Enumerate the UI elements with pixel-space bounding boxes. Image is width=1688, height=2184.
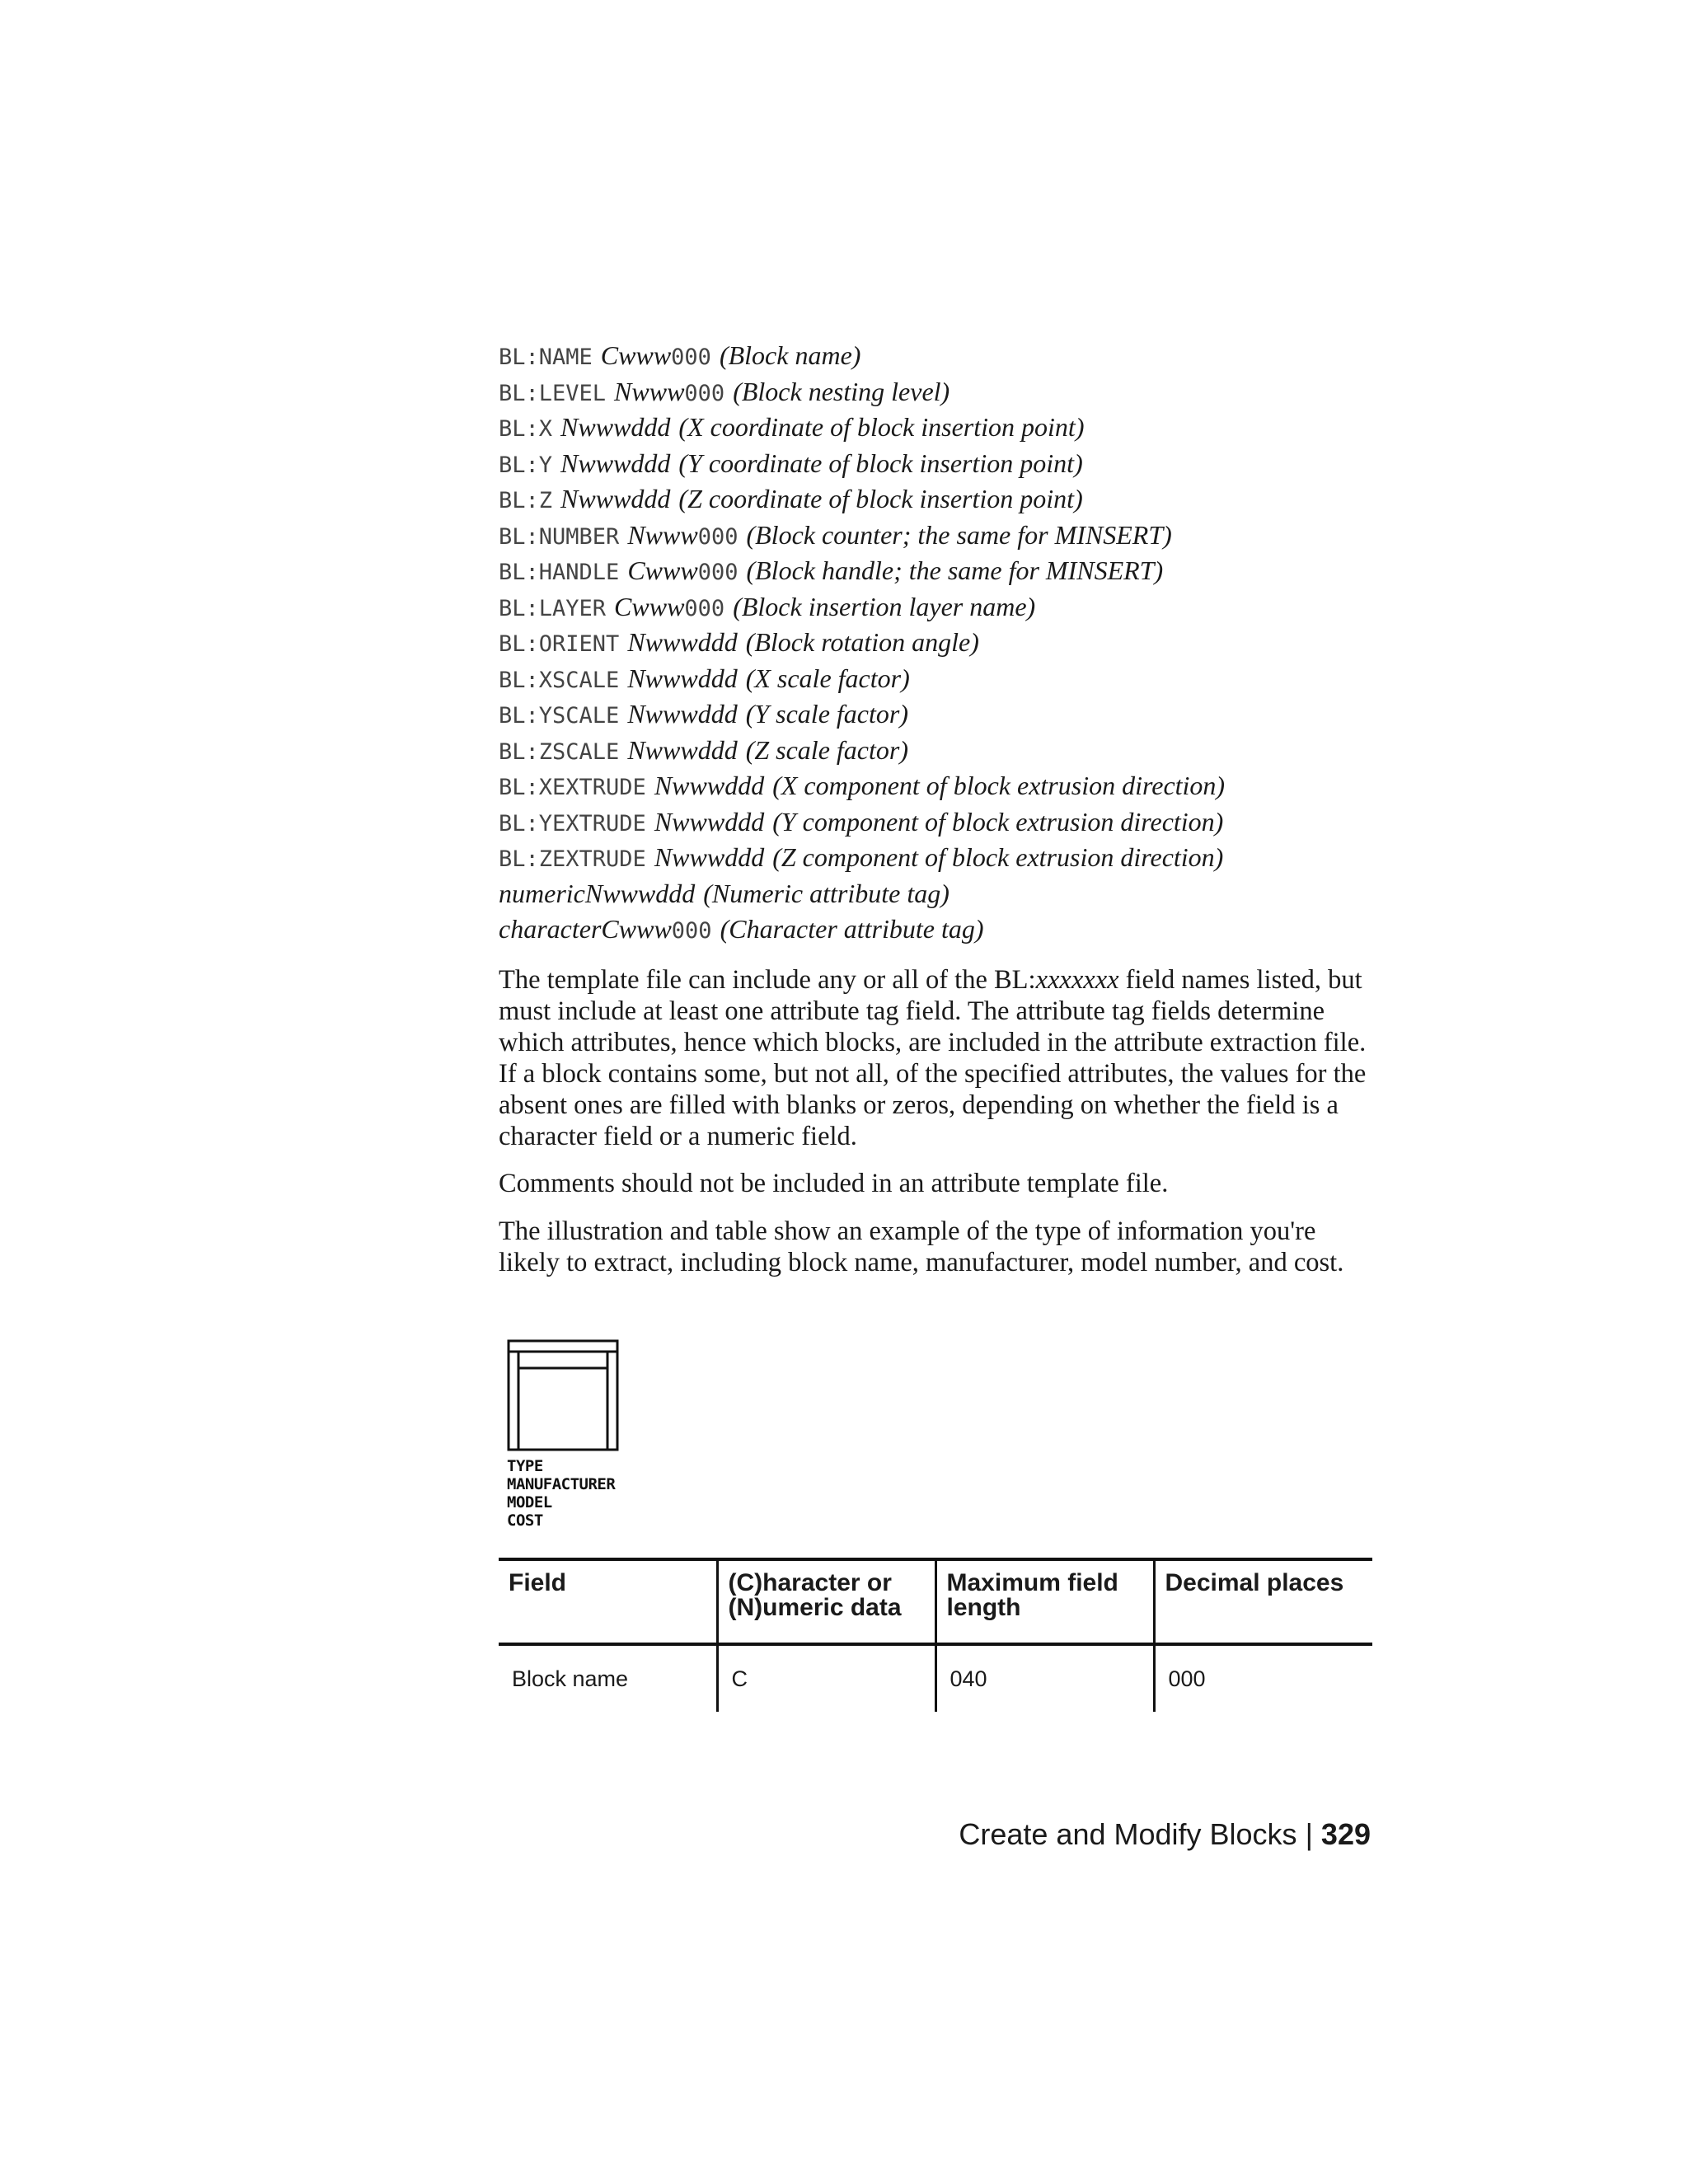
field-description: (Block counter; the same for MINSERT)	[746, 519, 1172, 550]
field-line	[499, 553, 1372, 589]
field-type-digits: 000	[671, 344, 711, 370]
field-type: Nwwwddd	[627, 699, 738, 729]
field-description: (X scale factor)	[745, 663, 910, 693]
field-type: Nwwwddd	[654, 842, 765, 872]
field-line	[499, 589, 1372, 626]
field-line	[499, 446, 1372, 482]
table-cell-data-type: C	[717, 1644, 935, 1712]
field-code: BL:XEXTRUDE	[499, 775, 646, 800]
field-type-digits: 000	[697, 523, 738, 550]
field-code: BL:XSCALE	[499, 667, 620, 693]
page-footer	[959, 1817, 1371, 1852]
field-line	[499, 410, 1372, 446]
table-header-max-length: Maximum field length	[935, 1559, 1154, 1644]
field-description: (Numeric attribute tag)	[703, 878, 950, 908]
field-description: (Y coordinate of block insertion point)	[678, 448, 1083, 478]
field-line	[499, 625, 1372, 661]
attribute-table	[499, 1558, 1372, 1712]
field-code: BL:YEXTRUDE	[499, 810, 646, 837]
field-type: Nwwwddd	[627, 627, 738, 657]
field-type: Nwww	[614, 376, 685, 406]
field-code: BL:LEVEL	[499, 380, 607, 406]
field-description: (Z coordinate of block insertion point)	[678, 484, 1083, 513]
field-code: BL:YSCALE	[499, 703, 620, 729]
field-line	[499, 696, 1372, 733]
field-description: (Y component of block extrusion direction)	[772, 806, 1224, 837]
field-type: Nwwwddd	[654, 806, 765, 837]
field-type: Cwww	[614, 591, 685, 621]
field-description: (Block rotation angle)	[745, 627, 979, 657]
field-list	[499, 338, 1372, 948]
paragraph-text-italic: xxxxxxx	[1035, 965, 1119, 995]
footer-separator: |	[1305, 1817, 1313, 1851]
field-type: Nwwwddd	[560, 484, 671, 513]
field-description: (Block nesting level)	[733, 376, 950, 406]
paragraph-template-fields	[499, 964, 1381, 1152]
figure-label-cost: COST	[507, 1511, 543, 1530]
paragraph-comments: Comments should not be included in an attribute template file.	[499, 1169, 1169, 1198]
table-cell-decimal-places: 000	[1154, 1644, 1372, 1712]
page-number: 329	[1320, 1817, 1371, 1851]
field-line	[499, 518, 1372, 554]
field-code: BL:ZSCALE	[499, 738, 620, 765]
field-type: Nwwwddd	[560, 412, 671, 442]
field-description: (Z scale factor)	[745, 734, 908, 765]
field-type: characterCwww	[499, 914, 672, 944]
paragraph-illustration-intro: The illustration and table show an example of the type of information you're likely to extract, including block name, manufacturer, model number, and cost.	[499, 1216, 1344, 1277]
figure-label-type: TYPE	[507, 1457, 543, 1475]
field-line	[499, 374, 1372, 410]
field-code: BL:ORIENT	[499, 631, 620, 657]
figure-label-model: MODEL	[507, 1493, 552, 1511]
field-line	[499, 840, 1372, 876]
field-code: BL:HANDLE	[499, 560, 620, 585]
chair-outer-frame	[509, 1341, 617, 1450]
field-line	[499, 876, 1372, 912]
field-line	[499, 661, 1372, 697]
field-code: BL:NAME	[499, 344, 593, 370]
field-line	[499, 912, 1372, 948]
paragraph-text-before: The template file can include any or all of the BL:	[499, 965, 1036, 995]
field-code: BL:Y	[499, 452, 553, 478]
field-type-digits: 000	[684, 595, 725, 621]
field-description: (Block insertion layer name)	[733, 591, 1036, 621]
table-header-data-type: (C)haracter or (N)umeric data	[717, 1559, 935, 1644]
field-code: BL:X	[499, 416, 553, 442]
field-code: BL:LAYER	[499, 595, 607, 621]
field-description: (Y scale factor)	[745, 699, 908, 729]
field-line	[499, 768, 1372, 804]
field-line	[499, 733, 1372, 769]
field-description: (Character attribute tag)	[720, 914, 984, 944]
field-type: Nwwwddd	[654, 771, 765, 800]
field-type: Nwwwddd	[560, 448, 671, 478]
paragraph-text-after: field names listed, but must include at least one attribute tag field. The attribute tag fields determine which attributes, hence which blocks, are included in the attribute extraction file. If a block contains some, but not all, of the specified attributes, the values for the absent ones are filled with blanks or zeros, depending on whether the field is a character field or a numeric field.	[499, 965, 1367, 1151]
field-type-digits: 000	[671, 918, 712, 944]
table-header-field: Field	[499, 1559, 717, 1644]
field-type: Cwww	[600, 340, 672, 370]
field-line	[499, 804, 1372, 841]
field-description: (Block handle; the same for MINSERT)	[746, 555, 1164, 585]
chair-block-illustration	[507, 1339, 622, 1455]
field-code: BL:Z	[499, 488, 553, 513]
field-description: (Block name)	[719, 340, 861, 370]
field-type: Nwww	[627, 519, 698, 550]
field-type: Cwww	[627, 555, 698, 585]
table-cell-max-length: 040	[935, 1644, 1154, 1712]
field-code: BL:NUMBER	[499, 523, 620, 550]
table-cell-field: Block name	[512, 1666, 629, 1691]
field-type-digits: 000	[684, 380, 725, 406]
footer-section-title: Create and Modify Blocks	[959, 1817, 1297, 1851]
figure-label-manufacturer: MANUFACTURER	[507, 1475, 616, 1493]
field-line	[499, 481, 1372, 518]
field-type: Nwwwddd	[627, 663, 738, 693]
table-row	[499, 1644, 1372, 1712]
field-type: Nwwwddd	[627, 734, 738, 765]
table-header-decimal-places: Decimal places	[1154, 1559, 1372, 1644]
table-header-row	[499, 1559, 1372, 1644]
field-type: numericNwwwddd	[499, 878, 696, 908]
field-description: (X coordinate of block insertion point)	[678, 412, 1085, 442]
figure-attribute-labels	[507, 1457, 615, 1530]
field-code: BL:ZEXTRUDE	[499, 846, 646, 872]
field-line	[499, 338, 1372, 374]
field-description: (X component of block extrusion direction)	[772, 771, 1226, 800]
field-type-digits: 000	[697, 560, 738, 585]
field-description: (Z component of block extrusion direction)	[772, 842, 1224, 872]
